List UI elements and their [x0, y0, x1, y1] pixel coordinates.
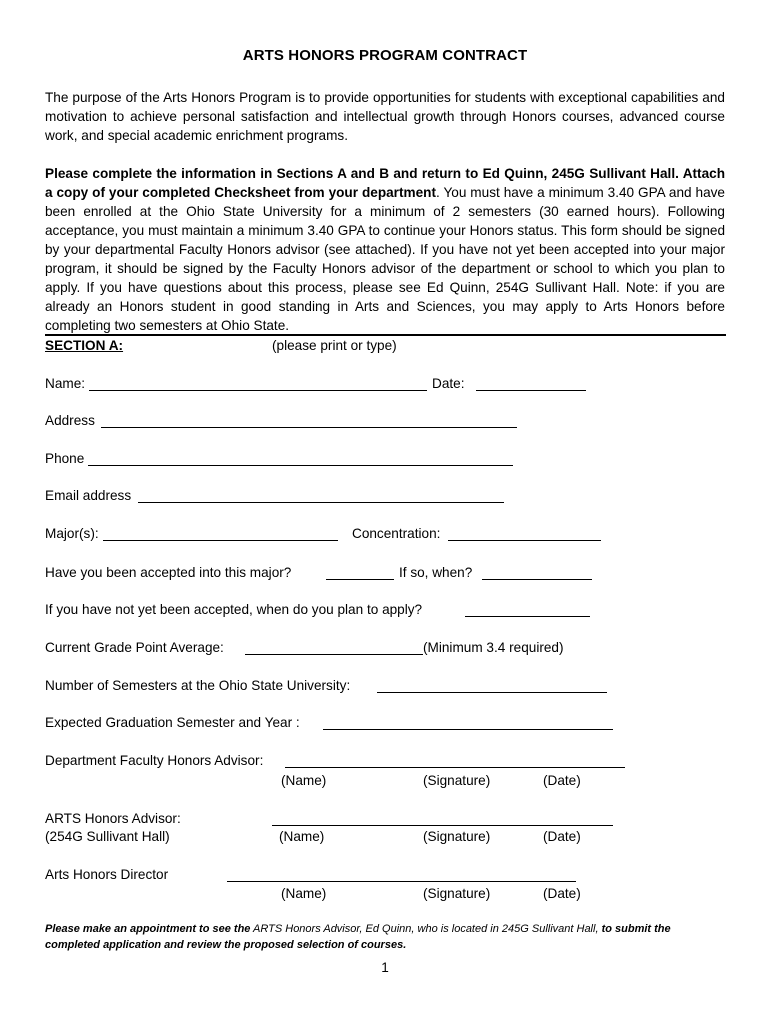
footer-normal: ARTS Honors Advisor, Ed Quinn, who is located in 245G Sullivant Hall, — [250, 923, 599, 935]
graduation-field[interactable] — [323, 729, 613, 730]
dept-advisor-label: Department Faculty Honors Advisor: — [45, 753, 264, 768]
date-label: Date: — [432, 376, 465, 391]
accepted-label: Have you been accepted into this major? — [45, 565, 292, 580]
concentration-field[interactable] — [448, 540, 601, 541]
purpose-paragraph: The purpose of the Arts Honors Program is to provide opportunities for students with exceptional capabilities and motivation to achieve personal satisfaction and intellectual growth through Honors courses, advanced course work, and special academic enrichment programs. — [45, 90, 725, 143]
name-field[interactable] — [89, 390, 427, 391]
page-title: ARTS HONORS PROGRAM CONTRACT — [242, 47, 528, 64]
email-field[interactable] — [138, 502, 504, 503]
dept-advisor-date-caption: (Date) — [543, 773, 581, 788]
section-divider — [45, 334, 726, 336]
page-number: 1 — [381, 960, 389, 975]
director-signature-line[interactable] — [227, 881, 576, 882]
majors-field[interactable] — [103, 540, 338, 541]
footer-bold-start: Please make an appointment to see the — [45, 923, 251, 935]
dept-advisor-name-caption: (Name) — [281, 773, 327, 788]
date-field[interactable] — [476, 390, 586, 391]
arts-advisor-location: (254G Sullivant Hall) — [45, 829, 170, 844]
graduation-label: Expected Graduation Semester and Year : — [45, 715, 300, 730]
semesters-field[interactable] — [377, 692, 607, 693]
gpa-note: (Minimum 3.4 required) — [423, 640, 564, 655]
plan-apply-field[interactable] — [465, 616, 590, 617]
majors-label: Major(s): — [45, 526, 99, 541]
footer-note — [45, 921, 726, 953]
instructions-text: . You must have a minimum 3.40 GPA and have been enrolled at the Ohio State University for a minimum of 2 semesters (30 earned hours). Following acceptance, you must maintain a minimum 3.40 GPA to continue your Honors status. This form should be signed by your departmental Faculty Honors advisor (see attached). If you have not yet been accepted into your major program, it should be signed by the Faculty Honors advisor of the department or school to which you plan to apply. If you have questions about this process, please see Ed Quinn, 254G Sullivant Hall. Note: if you are already an Honors student in good standing in Arts and Sciences, you may apply to Arts Honors before completing two semesters at Ohio State. — [45, 185, 725, 333]
footer-bold-end: to submit the completed application and review the proposed selection of courses. — [45, 923, 671, 951]
phone-field[interactable] — [88, 465, 513, 466]
director-signature-caption: (Signature) — [423, 886, 491, 901]
director-label: Arts Honors Director — [45, 867, 169, 882]
concentration-label: Concentration: — [352, 526, 441, 541]
accepted-field[interactable] — [326, 579, 394, 580]
address-label: Address — [45, 413, 95, 428]
semesters-label: Number of Semesters at the Ohio State University: — [45, 678, 351, 693]
if-so-label: If so, when? — [399, 565, 473, 580]
instructions-bold-text: Please complete the information in Sections A and B and return to Ed Quinn, 245G Sullivant Hall. Attach a copy of your completed Checksheet from your department — [45, 166, 725, 200]
email-label: Email address — [45, 488, 132, 503]
director-name-caption: (Name) — [281, 886, 327, 901]
gpa-label: Current Grade Point Average: — [45, 640, 224, 655]
director-date-caption: (Date) — [543, 886, 581, 901]
phone-label: Phone — [45, 451, 85, 466]
arts-advisor-signature-caption: (Signature) — [423, 829, 491, 844]
instructions-paragraph — [45, 164, 725, 335]
name-label: Name: — [45, 376, 86, 391]
gpa-field[interactable] — [245, 654, 423, 655]
dept-advisor-signature-line[interactable] — [285, 767, 625, 768]
arts-advisor-name-caption: (Name) — [279, 829, 325, 844]
if-so-field[interactable] — [482, 579, 592, 580]
plan-apply-label: If you have not yet been accepted, when do you plan to apply? — [45, 602, 423, 617]
address-field[interactable] — [101, 427, 517, 428]
section-a-heading: SECTION A: — [45, 338, 124, 353]
arts-advisor-label: ARTS Honors Advisor: — [45, 811, 181, 826]
dept-advisor-signature-caption: (Signature) — [423, 773, 491, 788]
arts-advisor-date-caption: (Date) — [543, 829, 581, 844]
section-a-note: (please print or type) — [272, 338, 397, 353]
arts-advisor-signature-line[interactable] — [272, 825, 613, 826]
